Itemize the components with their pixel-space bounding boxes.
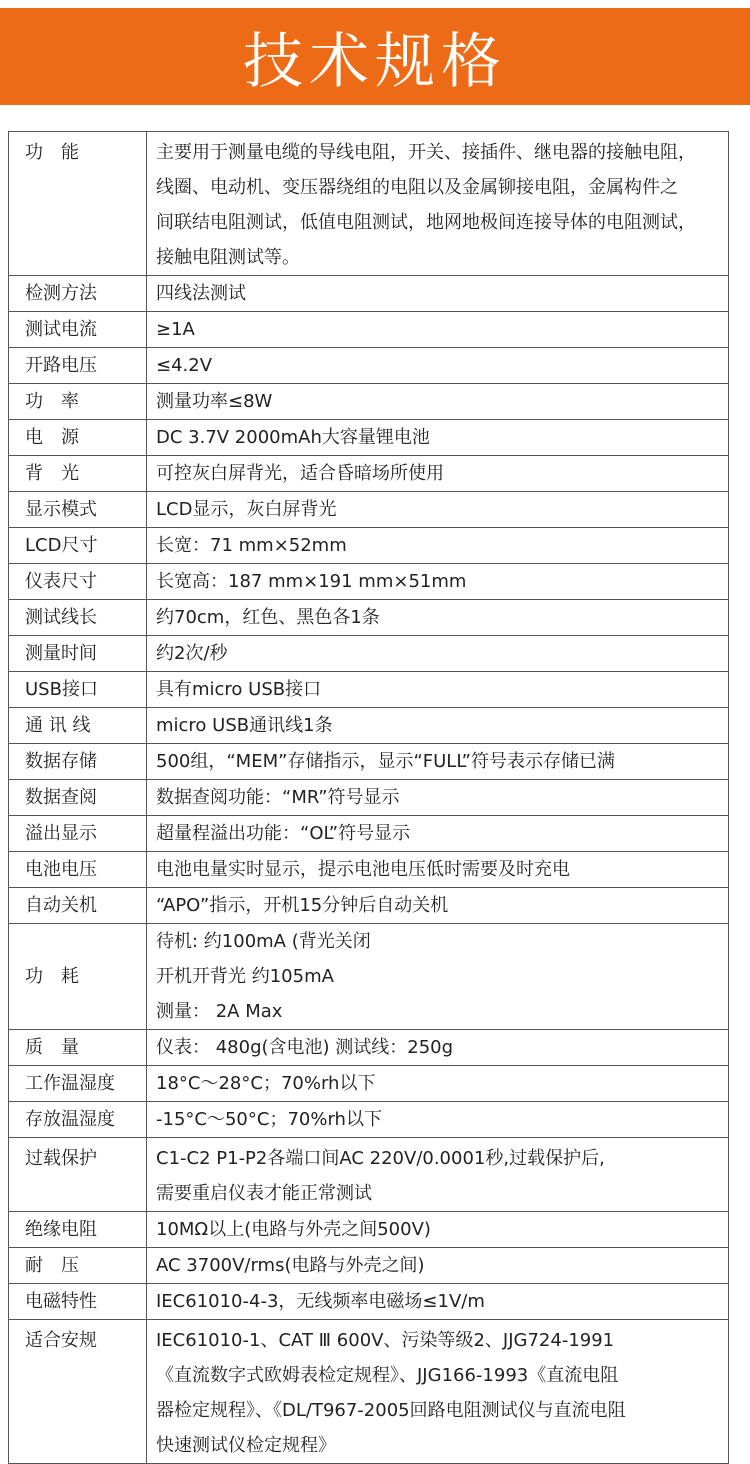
spec-value-line: 10MΩ以上(电路与外壳之间500V) — [156, 1219, 431, 1240]
spec-value — [147, 1030, 729, 1066]
spec-row — [9, 1066, 729, 1102]
spec-value-line: ≥1A — [156, 319, 195, 340]
spec-key: 背 光 — [9, 456, 147, 492]
spec-value-line: “APO”指示，开机15分钟后自动关机 — [156, 895, 449, 916]
spec-value-line: 快速测试仪检定规程》 — [156, 1435, 336, 1456]
spec-row — [9, 132, 729, 276]
title-banner — [0, 8, 750, 105]
spec-value-line: 具有micro USB接口 — [156, 679, 322, 700]
spec-key: 质 量 — [9, 1030, 147, 1066]
spec-row — [9, 924, 729, 1030]
spec-value — [147, 1138, 729, 1212]
spec-value-line: 《直流数字式欧姆表检定规程》、JJG166-1993《直流电阻 — [156, 1365, 619, 1386]
spec-value-line: -15°C～50°C；70%rh以下 — [156, 1109, 382, 1130]
spec-value-line: 长宽高：187 mm×191 mm×51mm — [156, 571, 467, 592]
spec-row — [9, 672, 729, 708]
spec-value — [147, 672, 729, 708]
spec-value-line: 线圈、电动机、变压器绕组的电阻以及金属铆接电阻，金属构件之 — [156, 177, 678, 198]
spec-key: 功 能 — [9, 132, 147, 276]
spec-value-line: IEC61010-1、CAT Ⅲ 600V、污染等级2、JJG724-1991 — [156, 1330, 615, 1351]
spec-row — [9, 1212, 729, 1248]
spec-value-line: DC 3.7V 2000mAh大容量锂电池 — [156, 427, 430, 448]
spec-value-line: 仪表： 480g(含电池) 测试线：250g — [156, 1037, 454, 1058]
spec-value — [147, 888, 729, 924]
spec-key: 工作温湿度 — [9, 1066, 147, 1102]
spec-key: 自动关机 — [9, 888, 147, 924]
spec-row — [9, 708, 729, 744]
spec-key: 测量时间 — [9, 636, 147, 672]
spec-key: 适合安规 — [9, 1320, 147, 1464]
spec-value-line: 500组，“MEM”存储指示，显示“FULL”符号表示存储已满 — [156, 751, 615, 772]
spec-value-line: 测量功率≤8W — [156, 391, 273, 412]
spec-row — [9, 1138, 729, 1212]
spec-key: 测试电流 — [9, 312, 147, 348]
spec-value — [147, 780, 729, 816]
spec-row — [9, 1248, 729, 1284]
spec-value-line: 数据查阅功能：“MR”符号显示 — [156, 787, 400, 808]
spec-value — [147, 708, 729, 744]
spec-value — [147, 1284, 729, 1320]
spec-value-line: IEC61010-4-3，无线频率电磁场≤1V/m — [156, 1291, 485, 1312]
spec-table — [8, 131, 729, 1464]
spec-value — [147, 1320, 729, 1464]
spec-value-line: 电池电量实时显示，提示电池电压低时需要及时充电 — [156, 859, 570, 880]
spec-value-line: 接触电阻测试等。 — [156, 247, 300, 268]
spec-value — [147, 924, 729, 1030]
spec-value-line: 间联结电阻测试，低值电阻测试，地网地极间连接导体的电阻测试， — [156, 212, 696, 233]
spec-key: USB接口 — [9, 672, 147, 708]
spec-value — [147, 312, 729, 348]
spec-row — [9, 492, 729, 528]
spec-row — [9, 852, 729, 888]
spec-row — [9, 600, 729, 636]
spec-value — [147, 528, 729, 564]
spec-value — [147, 1248, 729, 1284]
page-title: 技术规格 — [243, 26, 507, 97]
spec-row — [9, 744, 729, 780]
spec-value — [147, 276, 729, 312]
spec-value-line: 需要重启仪表才能正常测试 — [156, 1183, 372, 1204]
spec-key: 电 源 — [9, 420, 147, 456]
spec-row — [9, 1284, 729, 1320]
spec-value — [147, 1066, 729, 1102]
spec-row — [9, 888, 729, 924]
spec-value-line: 开机开背光 约105mA — [156, 966, 334, 987]
spec-row — [9, 564, 729, 600]
spec-value-line: AC 3700V/rms(电路与外壳之间) — [156, 1255, 425, 1276]
spec-row — [9, 1320, 729, 1464]
spec-row — [9, 276, 729, 312]
spec-value — [147, 744, 729, 780]
spec-value — [147, 816, 729, 852]
spec-value — [147, 384, 729, 420]
spec-row — [9, 816, 729, 852]
spec-key: 显示模式 — [9, 492, 147, 528]
spec-value — [147, 456, 729, 492]
spec-key: 存放温湿度 — [9, 1102, 147, 1138]
spec-value-line: 四线法测试 — [156, 283, 246, 304]
spec-value-line: 待机: 约100mA (背光关闭 — [156, 931, 371, 952]
spec-row — [9, 312, 729, 348]
spec-key: 电池电压 — [9, 852, 147, 888]
spec-row — [9, 528, 729, 564]
spec-key: 绝缘电阻 — [9, 1212, 147, 1248]
spec-key: 开路电压 — [9, 348, 147, 384]
spec-row — [9, 456, 729, 492]
spec-value-line: 超量程溢出功能：“OL”符号显示 — [156, 823, 411, 844]
spec-key: 过载保护 — [9, 1138, 147, 1212]
spec-row — [9, 348, 729, 384]
spec-value-line: 测量： 2A Max — [156, 1001, 283, 1022]
spec-value — [147, 1102, 729, 1138]
spec-value-line: 约70cm，红色、黑色各1条 — [156, 607, 380, 628]
spec-row — [9, 384, 729, 420]
spec-key: 通 讯 线 — [9, 708, 147, 744]
spec-key: LCD尺寸 — [9, 528, 147, 564]
spec-key: 电磁特性 — [9, 1284, 147, 1320]
spec-value-line: 18°C～28°C；70%rh以下 — [156, 1073, 376, 1094]
spec-row — [9, 1030, 729, 1066]
spec-row — [9, 780, 729, 816]
spec-value — [147, 600, 729, 636]
spec-value-line: 长宽：71 mm×52mm — [156, 535, 347, 556]
spec-row — [9, 636, 729, 672]
spec-value — [147, 420, 729, 456]
spec-key: 检测方法 — [9, 276, 147, 312]
spec-value — [147, 1212, 729, 1248]
spec-key: 数据查阅 — [9, 780, 147, 816]
spec-key: 溢出显示 — [9, 816, 147, 852]
spec-value — [147, 636, 729, 672]
spec-value-line: 主要用于测量电缆的导线电阻，开关、接插件、继电器的接触电阻， — [156, 142, 696, 163]
spec-value — [147, 492, 729, 528]
spec-key: 功 耗 — [9, 924, 147, 1030]
spec-key: 耐 压 — [9, 1248, 147, 1284]
spec-value — [147, 564, 729, 600]
spec-row — [9, 1102, 729, 1138]
spec-value-line: LCD显示，灰白屏背光 — [156, 499, 337, 520]
spec-value-line: ≤4.2V — [156, 355, 213, 376]
spec-key: 仪表尺寸 — [9, 564, 147, 600]
spec-value — [147, 852, 729, 888]
spec-value-line: C1-C2 P1-P2各端口间AC 220V/0.0001秒,过载保护后, — [156, 1148, 605, 1169]
spec-value-line: 约2次/秒 — [156, 643, 228, 664]
spec-value — [147, 132, 729, 276]
spec-value — [147, 348, 729, 384]
spec-key: 数据存储 — [9, 744, 147, 780]
spec-key: 功 率 — [9, 384, 147, 420]
spec-row — [9, 420, 729, 456]
spec-value-line: 可控灰白屏背光，适合昏暗场所使用 — [156, 463, 444, 484]
spec-table-body — [9, 132, 729, 1464]
spec-value-line: micro USB通讯线1条 — [156, 715, 333, 736]
spec-key: 测试线长 — [9, 600, 147, 636]
spec-value-line: 器检定规程》、《DL/T967-2005回路电阻测试仪与直流电阻 — [156, 1400, 626, 1421]
